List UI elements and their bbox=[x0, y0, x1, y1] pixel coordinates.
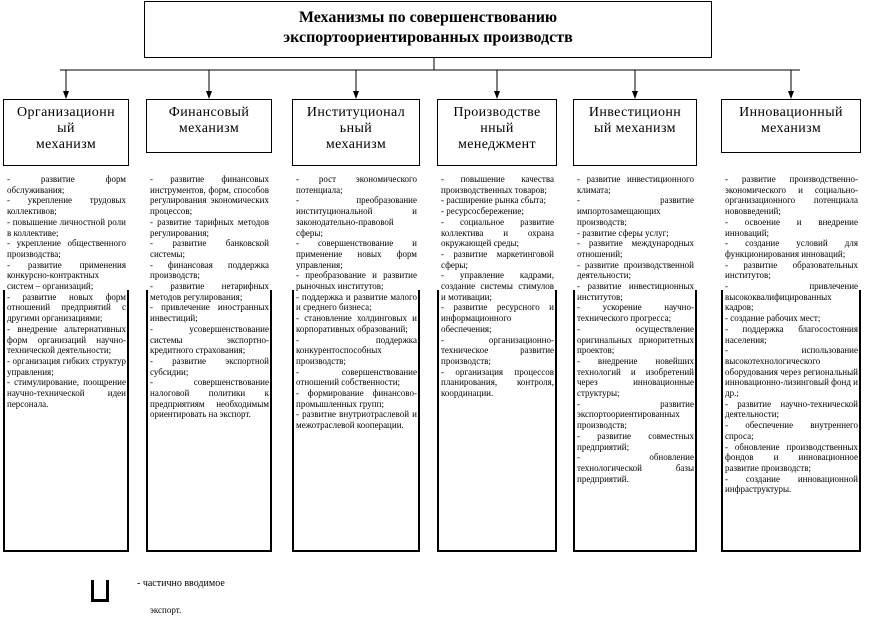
mechanism-item: - совершенствование и применение новых форм управления; bbox=[296, 238, 417, 270]
mechanism-item: - поддержка и развитие малого и среднего бизнеса; bbox=[296, 291, 417, 313]
mechanism-item: - обновление технологической базы предприятий. bbox=[577, 452, 694, 484]
mechanism-item: - создание рабочих мест; bbox=[725, 313, 821, 324]
mechanism-header-line: механизм bbox=[178, 121, 240, 136]
mechanism-item: - создание условий для функционирования инноваций; bbox=[725, 238, 858, 259]
arrow-head bbox=[788, 91, 794, 99]
arrow-head bbox=[632, 91, 638, 99]
mechanism-item: - рост экономического потенциала; bbox=[296, 174, 417, 195]
mechanism-item: - развитие банковской системы; bbox=[150, 238, 269, 259]
mechanism-item: - развитие инвестиционных институтов; bbox=[577, 281, 694, 302]
mechanism-item: - привлечение иностранных инвестиций; bbox=[150, 302, 269, 324]
mechanism-item: - формирование финансово-промышленных групп; bbox=[296, 388, 417, 409]
mechanism-item: - развитие совместных предприятий; bbox=[577, 430, 694, 452]
mechanism-header-line: механизм bbox=[325, 137, 387, 152]
arrow-head bbox=[353, 91, 359, 99]
partial-bracket bbox=[3, 290, 129, 552]
mechanism-item: - социальное развитие коллектива и охрана окружающей среды; bbox=[441, 216, 554, 249]
mechanism-item: - развитие производственной деятельности; bbox=[577, 259, 694, 281]
mechanism-item: - организационно-техническое развитие производств; bbox=[441, 334, 554, 366]
mechanism-item: - привлечение высококвалифицированных кадров; bbox=[725, 281, 858, 313]
mechanism-item: - создание инновационной инфраструктуры. bbox=[725, 473, 858, 495]
mechanism-header-line: Финансовый bbox=[168, 105, 250, 120]
mechanism-item: - развитие импортозамещающих производств; bbox=[577, 195, 694, 227]
arrow-head bbox=[206, 91, 212, 99]
mechanism-item: - освоение и внедрение инноваций; bbox=[725, 216, 858, 238]
mechanism-item: - совершенствование отношений собственности; bbox=[296, 366, 417, 388]
arrow-head bbox=[494, 91, 500, 99]
mechanism-item: - развитие производственно-экономического и социально-организационного потенциала нововведений; bbox=[725, 174, 858, 217]
mechanism-header bbox=[437, 99, 557, 166]
mechanism-item: - развитие экспортной субсидии; bbox=[150, 355, 269, 377]
mechanism-header-line: менеджмент bbox=[457, 137, 537, 152]
mechanism-header-line: Инновационный bbox=[739, 105, 843, 120]
mechanism-item: - становление холдинговых и корпоративных образований; bbox=[296, 313, 417, 334]
mechanism-header-line: Организационн bbox=[17, 105, 115, 120]
mechanism-header bbox=[146, 99, 272, 153]
mechanism-item: - внедрение новейших технологий и изобретений через инновационные структуры; bbox=[577, 355, 694, 399]
mechanism-item: - развитие научно-технической деятельности; bbox=[725, 398, 858, 420]
mechanism-item: - поддержка благосостояния населения; bbox=[725, 323, 858, 345]
mechanism-item: - организация процессов планирования, контроля, координации. bbox=[441, 366, 554, 399]
mechanism-item: - расширение рынка сбыта; bbox=[441, 195, 546, 206]
mechanism-item: - развитие инвестиционного климата; bbox=[577, 174, 694, 195]
mechanism-header bbox=[3, 99, 129, 166]
partial-bracket bbox=[721, 290, 861, 552]
mechanism-header bbox=[721, 99, 861, 153]
mechanism-item: - развитие внутриотраслевой и межотраслевой кооперации. bbox=[296, 409, 417, 431]
mechanism-item: - осуществление оригинальных приоритетных проектов; bbox=[577, 323, 694, 356]
mechanism-item: - развитие тарифных методов регулирования; bbox=[150, 216, 269, 238]
mechanism-header-line: ый bbox=[57, 121, 75, 136]
mechanism-item: - укрепление трудовых коллективов; bbox=[7, 195, 126, 217]
mechanism-item: - управление кадрами, создание системы стимулов и мотивации; bbox=[441, 270, 554, 302]
mechanism-item: - организация гибких структур управления; bbox=[7, 355, 126, 377]
partial-bracket bbox=[437, 290, 557, 552]
mechanism-item: - развитие международных отношений; bbox=[577, 238, 694, 259]
mechanism-header-line: ый механизм bbox=[594, 121, 676, 136]
mechanism-header-line: нный bbox=[480, 121, 514, 136]
mechanism-header-line: ьный bbox=[339, 121, 373, 136]
title-box bbox=[144, 1, 712, 58]
mechanism-header bbox=[292, 99, 420, 166]
title-line-2: экспортоориентированных производств bbox=[283, 29, 573, 46]
mechanism-item: - развитие сферы услуг; bbox=[577, 227, 669, 238]
mechanism-item: - усовершенствование системы экспортно-кредитного страхования; bbox=[150, 323, 269, 356]
mechanism-item: - финансовая поддержка производств; bbox=[150, 259, 269, 281]
mechanism-item: - развитие нетарифных методов регулирования; bbox=[150, 281, 269, 302]
mechanism-header-line: Производстве bbox=[453, 105, 541, 120]
partial-bracket-icon bbox=[91, 580, 109, 602]
mechanism-item: - обновление производственных фондов и инновационное развитие производств; bbox=[725, 441, 858, 473]
mechanism-item: - преобразование институциональной и законодательно-правовой сферы; bbox=[296, 195, 417, 238]
mechanism-header bbox=[573, 99, 697, 166]
mechanism-header-line: механизм bbox=[35, 137, 97, 152]
legend-text: - частично вводимое bbox=[137, 578, 225, 589]
mechanism-header-line: Институционал bbox=[306, 105, 406, 120]
legend-text-continued: экспорт. bbox=[150, 605, 182, 615]
partial-bracket bbox=[573, 290, 697, 552]
mechanism-item: - внедрение альтернативных форм организаций научно-технической деятельности; bbox=[7, 323, 126, 356]
mechanism-item: - развитие маркетинговой сферы; bbox=[441, 248, 554, 270]
mechanism-item: - ресурсосбережение; bbox=[441, 206, 524, 217]
mechanism-item: - развитие финансовых инструментов, форм, способов регулирования экономических процессов; bbox=[150, 174, 269, 217]
mechanism-item: - повышение личностной роли в коллективе; bbox=[7, 216, 126, 238]
mechanism-item: - укрепление общественного производства; bbox=[7, 238, 126, 259]
mechanism-item: - развитие новых форм отношений предприятий с другими организациями; bbox=[7, 291, 126, 324]
mechanism-header-line: механизм bbox=[760, 121, 822, 136]
mechanism-item: - ускорение научно-технического прогресса; bbox=[577, 302, 694, 324]
arrow-head bbox=[63, 91, 69, 99]
mechanism-item: - развитие образовательных институтов; bbox=[725, 259, 858, 281]
mechanism-item: - развитие форм обслуживания; bbox=[7, 174, 126, 195]
mechanism-item: - совершенствование налоговой политики к предприятиям необходимым ориентировать на экспорт. bbox=[150, 377, 269, 420]
mechanism-item: - преобразование и развитие рыночных институтов; bbox=[296, 270, 417, 292]
partial-bracket bbox=[146, 290, 272, 552]
title-line-1: Механизмы по совершенствованию bbox=[298, 9, 558, 26]
mechanism-header-line: Инвестиционн bbox=[588, 105, 682, 120]
mechanism-item: - развитие экспортоориентированных производств; bbox=[577, 398, 694, 431]
partial-bracket bbox=[292, 290, 420, 552]
mechanism-item: - повышение качества производственных товаров; bbox=[441, 174, 554, 195]
mechanism-item: - поддержка конкурентоспособных производств; bbox=[296, 334, 417, 366]
mechanism-item: - развитие применения конкурсно-контрактных систем – организаций; bbox=[7, 259, 126, 292]
mechanism-item: - стимулирование, поощрение научно-технической идеи персонала. bbox=[7, 377, 126, 409]
mechanism-item: - обеспечение внутреннего спроса; bbox=[725, 420, 858, 441]
mechanism-item: - развитие ресурсного и информационного обеспечения; bbox=[441, 302, 554, 334]
mechanism-item: - использование высокотехнологического оборудования через региональный инновационно-лизинговый фонд и др.; bbox=[725, 345, 858, 399]
